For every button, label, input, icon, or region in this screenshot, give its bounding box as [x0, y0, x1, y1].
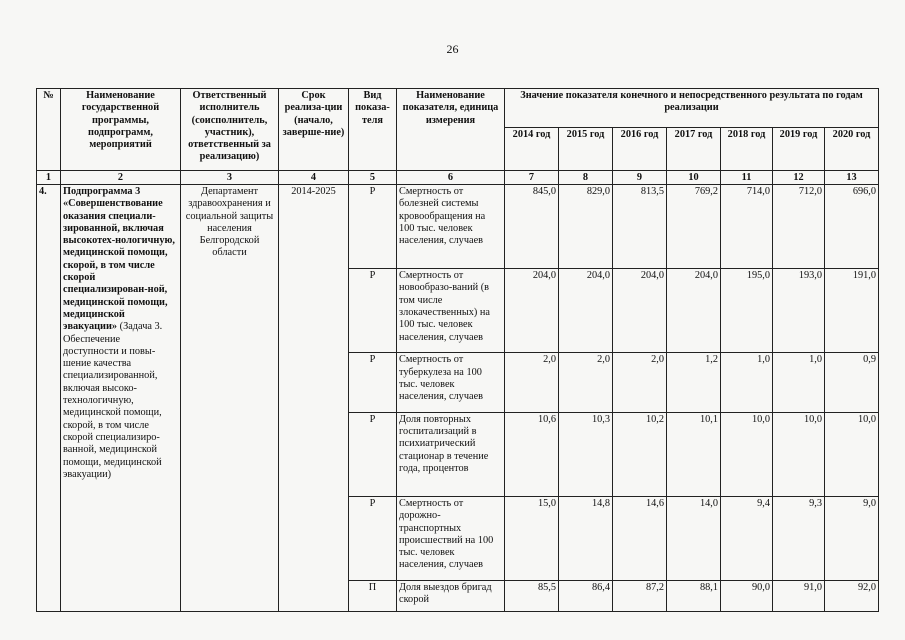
indicator-value: 14,8 [559, 497, 613, 581]
header-year: 2019 год [773, 128, 825, 171]
indicator-value: 1,0 [773, 353, 825, 413]
header-num: № [37, 89, 61, 171]
indicator-value: 85,5 [505, 581, 559, 612]
header-values-group: Значение показателя конечного и непосредственного результата по годам реализации [505, 89, 879, 128]
indicator-value: 769,2 [667, 185, 721, 269]
indicator-name: Смертность от дорожно-транспортных происшествий на 100 тыс. человек населения, случаев [397, 497, 505, 581]
indicator-kind: Р [349, 412, 397, 496]
indicator-value: 10,0 [721, 412, 773, 496]
column-number: 9 [613, 171, 667, 185]
indicator-value: 92,0 [825, 581, 879, 612]
header-executor: Ответственный исполнитель (соисполнитель, участник), ответственный за реализацию) [181, 89, 279, 171]
indicator-value: 1,0 [721, 353, 773, 413]
indicator-value: 9,3 [773, 497, 825, 581]
header-program: Наименование государственной программы, подпрограмм, мероприятий [61, 89, 181, 171]
header-term: Срок реализа-ции (начало, заверше-ние) [279, 89, 349, 171]
column-number-row [37, 171, 879, 185]
indicator-value: 712,0 [773, 185, 825, 269]
indicator-value: 195,0 [721, 269, 773, 353]
header-year: 2015 год [559, 128, 613, 171]
page-number: 26 [446, 42, 459, 56]
column-number: 1 [37, 171, 61, 185]
indicator-value: 193,0 [773, 269, 825, 353]
column-number: 13 [825, 171, 879, 185]
header-year: 2018 год [721, 128, 773, 171]
indicator-value: 15,0 [505, 497, 559, 581]
executor: Департамент здравоохранения и социальной защиты населения Белгородской области [181, 185, 279, 612]
program-name [61, 185, 181, 612]
header-indicator: Наименование показателя, единица измерения [397, 89, 505, 171]
indicator-value: 829,0 [559, 185, 613, 269]
entry-number: 4. [37, 185, 61, 612]
indicator-value: 10,0 [825, 412, 879, 496]
indicator-kind: Р [349, 269, 397, 353]
indicator-value: 90,0 [721, 581, 773, 612]
indicator-value: 191,0 [825, 269, 879, 353]
indicator-value: 10,3 [559, 412, 613, 496]
header-year: 2020 год [825, 128, 879, 171]
indicator-value: 10,2 [613, 412, 667, 496]
indicator-value: 204,0 [559, 269, 613, 353]
header-year: 2017 год [667, 128, 721, 171]
indicator-value: 2,0 [505, 353, 559, 413]
indicator-value: 1,2 [667, 353, 721, 413]
indicator-value: 91,0 [773, 581, 825, 612]
indicator-value: 87,2 [613, 581, 667, 612]
indicator-value: 88,1 [667, 581, 721, 612]
column-number: 10 [667, 171, 721, 185]
indicator-value: 10,0 [773, 412, 825, 496]
indicator-value: 0,9 [825, 353, 879, 413]
indicator-value: 204,0 [667, 269, 721, 353]
indicator-value: 9,4 [721, 497, 773, 581]
indicator-value: 204,0 [505, 269, 559, 353]
indicator-value: 714,0 [721, 185, 773, 269]
indicator-value: 10,1 [667, 412, 721, 496]
indicator-value: 10,6 [505, 412, 559, 496]
column-number: 11 [721, 171, 773, 185]
program-task: (Задача 3. Обеспечение доступности и повы-шение качества специализированной, включая высоко-технологичную, медицинской помощи, скорой, в том числе скорой специализиро-ванной, медицинской помощи, медицинской эвакуации) [63, 321, 163, 480]
header-year: 2016 год [613, 128, 667, 171]
column-number: 6 [397, 171, 505, 185]
indicator-kind: Р [349, 185, 397, 269]
column-number: 2 [61, 171, 181, 185]
indicator-value: 845,0 [505, 185, 559, 269]
indicator-table [36, 88, 879, 612]
indicator-kind: П [349, 581, 397, 612]
term: 2014-2025 [279, 185, 349, 612]
indicator-name: Смертность от новообразо-ваний (в том числе злокачественных) на 100 тыс. человек населения, случаев [397, 269, 505, 353]
indicator-name: Доля выездов бригад скорой [397, 581, 505, 612]
column-number: 12 [773, 171, 825, 185]
column-number: 7 [505, 171, 559, 185]
indicator-name: Доля повторных госпитализаций в психиатрический стационар в течение года, процентов [397, 412, 505, 496]
column-number: 3 [181, 171, 279, 185]
indicator-kind: Р [349, 353, 397, 413]
indicator-value: 2,0 [559, 353, 613, 413]
indicator-value: 14,6 [613, 497, 667, 581]
indicator-value: 204,0 [613, 269, 667, 353]
indicator-value: 2,0 [613, 353, 667, 413]
indicator-kind: Р [349, 497, 397, 581]
column-number: 5 [349, 171, 397, 185]
header-kind: Вид показа-теля [349, 89, 397, 171]
indicator-value: 9,0 [825, 497, 879, 581]
program-title: Подпрограмма 3 «Совершенствование оказания специали-зированной, включая высокотех-нологичную, медицинской помощи, скорой, в том числе скорой специализирован-ной, медицинской помощи, медицинской эвакуации» [63, 186, 175, 333]
column-number: 8 [559, 171, 613, 185]
column-number: 4 [279, 171, 349, 185]
indicator-name: Смертность от болезней системы кровообращения на 100 тыс. человек населения, случаев [397, 185, 505, 269]
indicator-value: 696,0 [825, 185, 879, 269]
header-year: 2014 год [505, 128, 559, 171]
indicator-value: 813,5 [613, 185, 667, 269]
indicator-value: 86,4 [559, 581, 613, 612]
indicator-name: Смертность от туберкулеза на 100 тыс. человек населения, случаев [397, 353, 505, 413]
indicator-value: 14,0 [667, 497, 721, 581]
table-row [37, 185, 879, 269]
